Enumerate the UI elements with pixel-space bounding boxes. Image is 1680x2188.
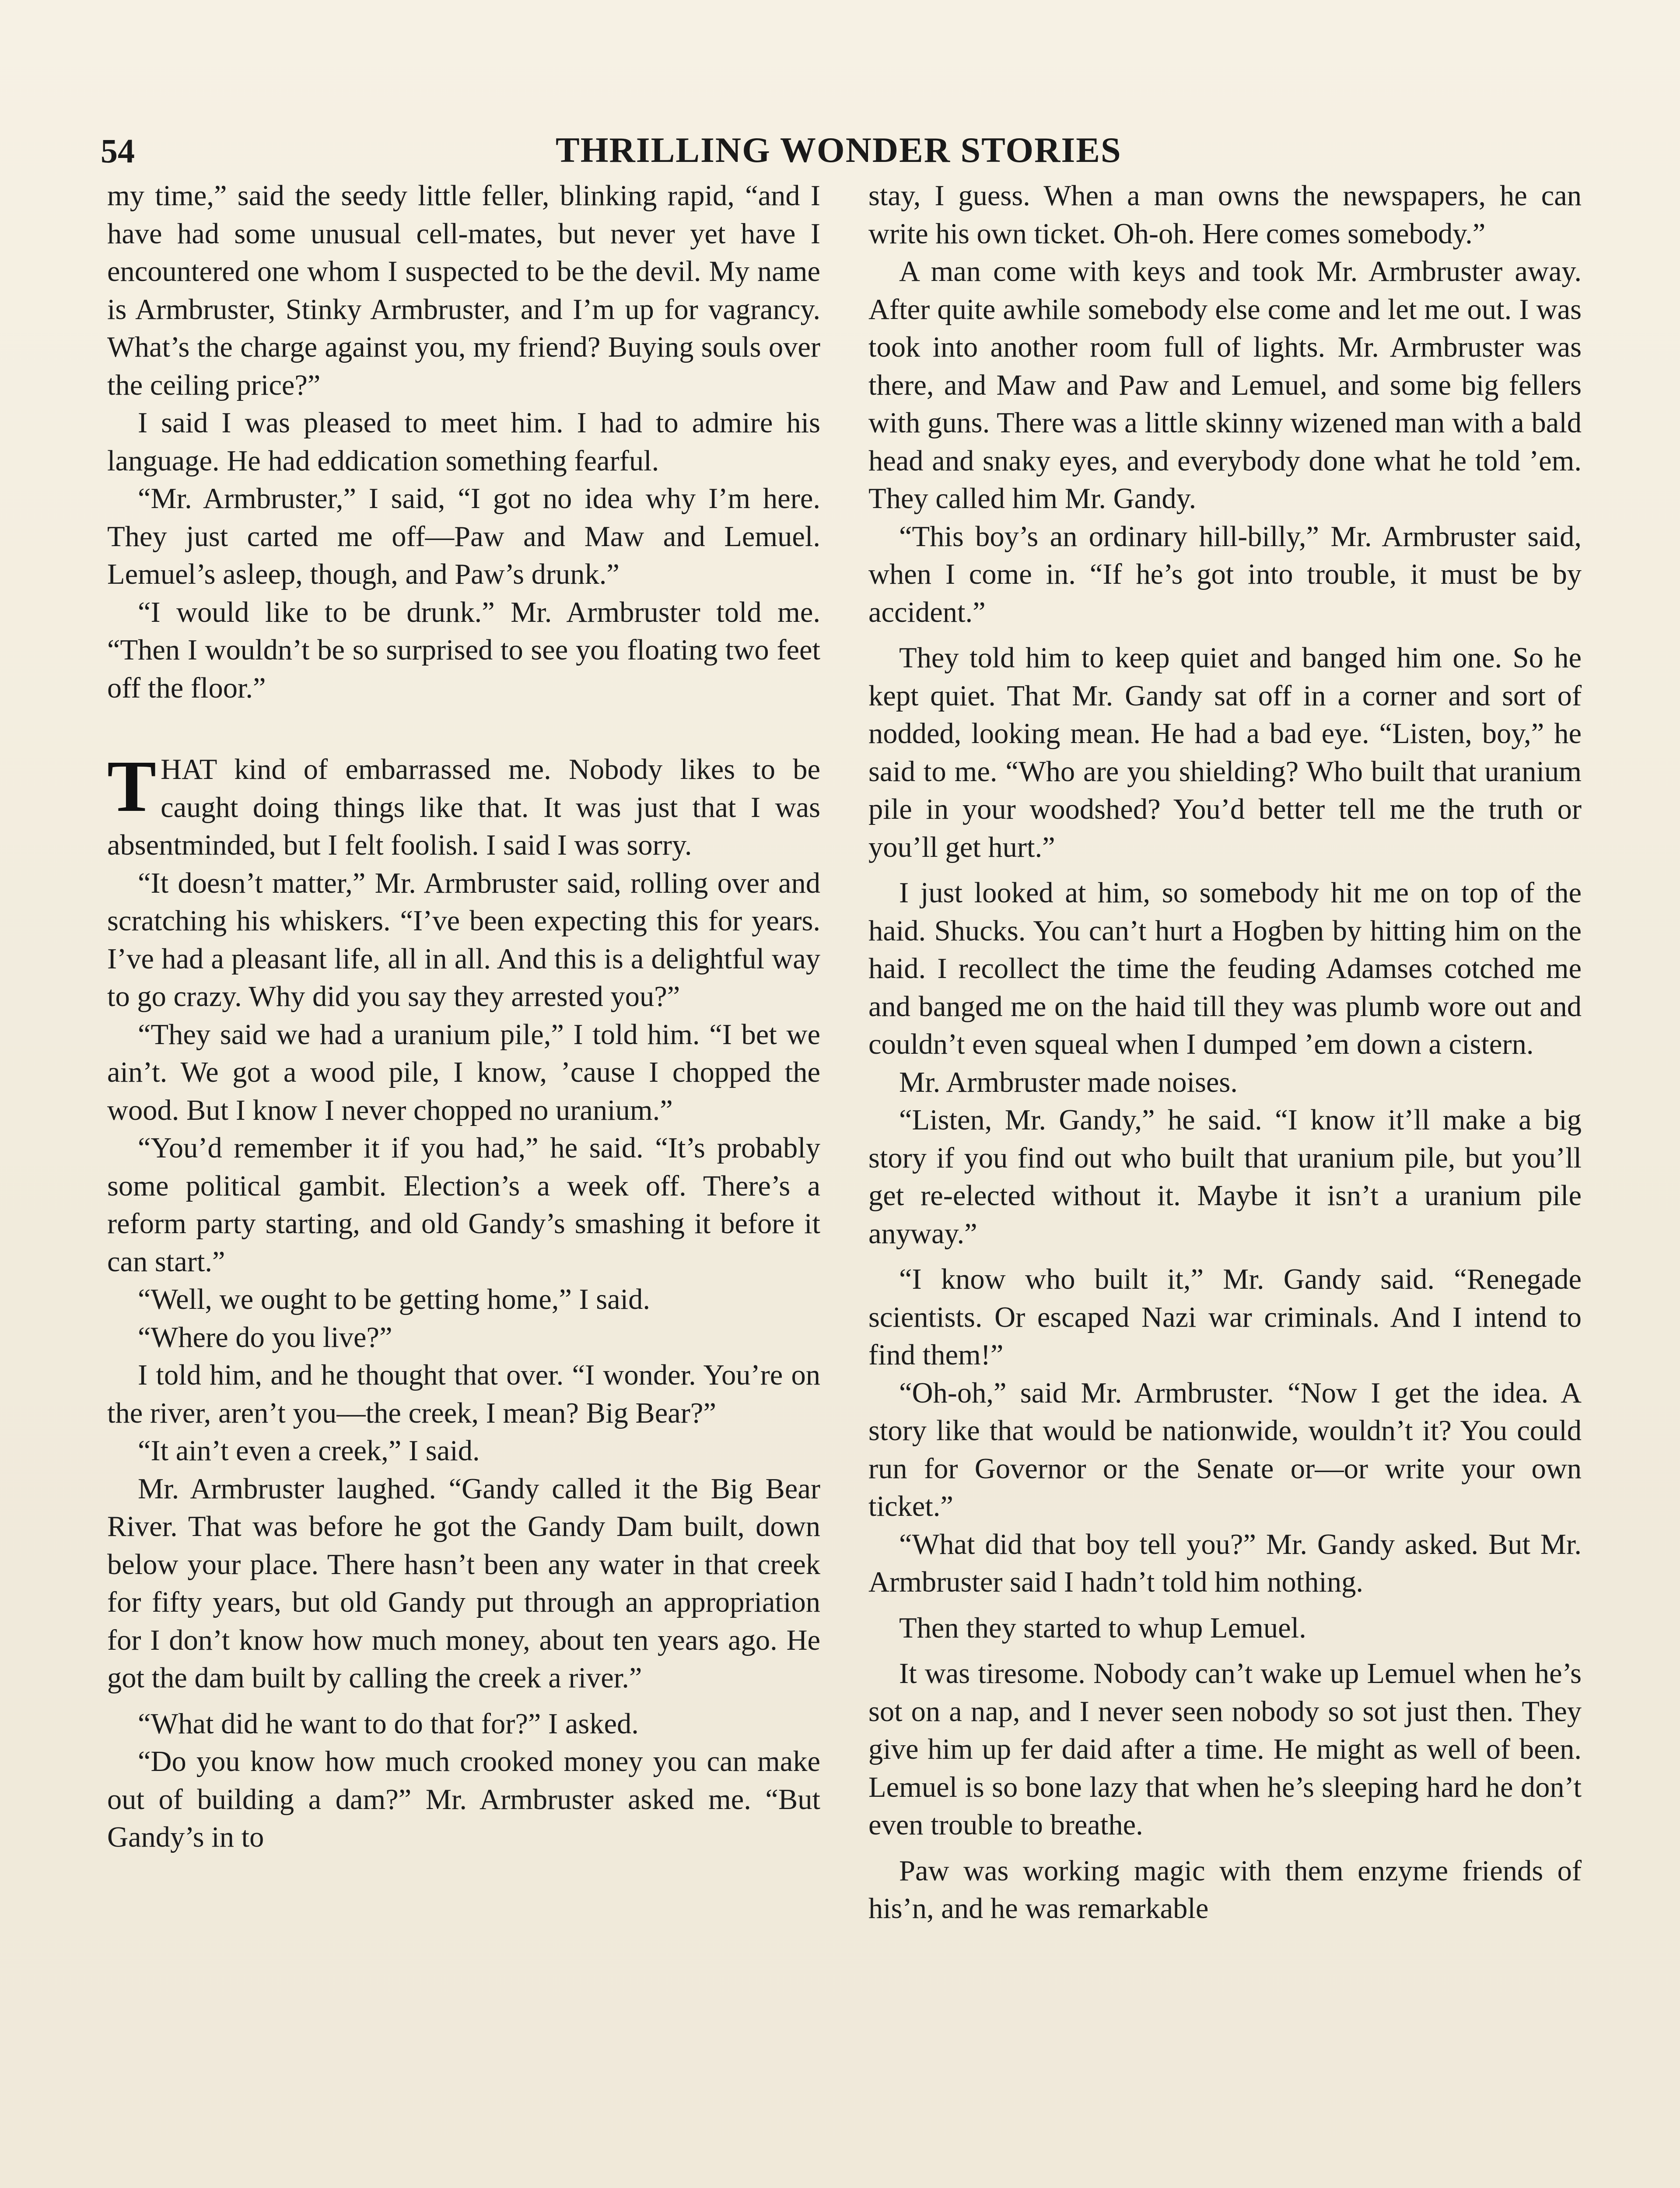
running-title: THRILLING WONDER STORIES (556, 130, 1122, 170)
paragraph: They told him to keep quiet and banged him one. So he kept quiet. That Mr. Gandy sat off in a corner and sort of nodded, looking mean. He had a bad eye. “Listen, boy,” he said to me. “Who are you shielding? Who built that uranium pile in your woodshed? You’d better tell me the truth or you’ll get hurt.” (868, 642, 1582, 863)
paragraph: A man come with keys and took Mr. Armbruster away. After quite awhile somebody else come and let me out. I was took into another room full of lights. Mr. Armbruster was there, and Maw and Paw and Lemuel, and some big fellers with guns. There was a little skinny wizened man with a bald head and snaky eyes, and everybody done what he told ’em. They called him Mr. Gandy. (868, 256, 1582, 515)
section-paragraph (107, 746, 820, 865)
right-column (868, 177, 1582, 1928)
paragraph: I said I was pleased to meet him. I had to admire his language. He had eddication something fearful. (107, 407, 820, 477)
paragraph: “You’d remember it if you had,” he said. “It’s probably some political gambit. Election’s a week off. There’s a reform party starting, and old Gandy’s smashing it before it can start.” (107, 1132, 820, 1278)
paragraph: Then they started to whup Lemuel. (899, 1612, 1306, 1644)
paragraph: I just looked at him, so somebody hit me on top of the haid. Shucks. You can’t hurt a Hogben by hitting him on the haid. I recollect the time the feuding Adamses cotched me and banged me on the haid till they was plumb wore out and couldn’t even squeal when I dumped ’em down a cistern. (868, 877, 1582, 1060)
left-column (107, 177, 820, 1857)
paragraph: “It doesn’t matter,” Mr. Armbruster said, rolling over and scratching his whiskers. “I’ve been expecting this for years. I’ve had a pleasant life, all in all. And this is a delightful way to go crazy. Why did you say they arrested you?” (107, 867, 820, 1013)
paragraph: “Where do you live?” (138, 1321, 392, 1353)
paragraph: “Well, we ought to be getting home,” I said. (138, 1283, 651, 1315)
paragraph: “This boy’s an ordinary hill-billy,” Mr. Armbruster said, when I come in. “If he’s got into trouble, it must be by accident.” (868, 520, 1582, 628)
paragraph: “What did he want to do that for?” I asked. (138, 1708, 639, 1740)
paragraph: “It ain’t even a creek,” I said. (138, 1435, 480, 1467)
paragraph: It was tiresome. Nobody can’t wake up Lemuel when he’s sot on a nap, and I never seen nobody so sot just then. They give him up fer daid after a time. He might as well of been. Lemuel is so bone lazy that when he’s sleeping hard he don’t even trouble to breathe. (868, 1658, 1582, 1841)
paragraph: “Oh-oh,” said Mr. Armbruster. “Now I get the idea. A story like that would be nationwide, wouldn’t it? You could run for Governor or the Senate or—or write your own ticket.” (868, 1377, 1582, 1522)
paragraph: I told him, and he thought that over. “I wonder. You’re on the river, aren’t you—the creek, I mean? Big Bear?” (107, 1359, 820, 1429)
paragraph: Mr. Armbruster laughed. “Gandy called it the Big Bear River. That was before he got the Gandy Dam built, down below your place. There hasn’t been any water in that creek for fifty years, but old Gandy put through an appropriation for I don’t know how much money, about ten years ago. He got the dam built by calling the creek a river.” (107, 1473, 820, 1694)
page-number: 54 (101, 132, 135, 170)
paragraph: “I know who built it,” Mr. Gandy said. “Renegade scientists. Or escaped Nazi war criminals. And I intend to find them!” (868, 1263, 1582, 1371)
paragraph: “What did that boy tell you?” Mr. Gandy asked. But Mr. Armbruster said I hadn’t told him nothing. (868, 1528, 1582, 1598)
paragraph: “They said we had a uranium pile,” I told him. “I bet we ain’t. We got a wood pile, I know, ’cause I chopped the wood. But I know I never chopped no uranium.” (107, 1018, 820, 1126)
paragraph-text: HAT kind of embarrassed me. Nobody likes to be caught doing things like that. It was just that I was absentminded, but I felt foolish. I said I was sorry. (107, 754, 820, 861)
drop-cap: T (107, 746, 157, 827)
page-header (101, 131, 1588, 179)
paragraph: Mr. Armbruster made noises. (899, 1066, 1238, 1098)
paragraph: Paw was working magic with them enzyme friends of his’n, and he was remarkable (868, 1855, 1582, 1925)
paragraph: stay, I guess. When a man owns the newspapers, he can write his own ticket. Oh-oh. Here comes somebody.” (868, 180, 1582, 250)
paragraph: “I would like to be drunk.” Mr. Armbruster told me. “Then I wouldn’t be so surprised to see you floating two feet off the floor.” (107, 596, 820, 704)
paragraph: my time,” said the seedy little feller, blinking rapid, “and I have had some unusual cell-mates, but never yet have I encountered one whom I suspected to be the devil. My name is Armbruster, Stinky Armbruster, and I’m up for vagrancy. What’s the charge against you, my friend? Buying souls over the ceiling price?” (107, 180, 820, 401)
paragraph: “Do you know how much crooked money you can make out of building a dam?” Mr. Armbruster asked me. “But Gandy’s in to (107, 1746, 820, 1853)
paragraph: “Mr. Armbruster,” I said, “I got no idea why I’m here. They just carted me off—Paw and Maw and Lemuel. Lemuel’s asleep, though, and Paw’s drunk.” (107, 483, 820, 590)
paragraph: “Listen, Mr. Gandy,” he said. “I know it’ll make a big story if you find out who built that uranium pile, but you’ll get re-elected without it. Maybe it isn’t a uranium pile anyway.” (868, 1104, 1582, 1250)
